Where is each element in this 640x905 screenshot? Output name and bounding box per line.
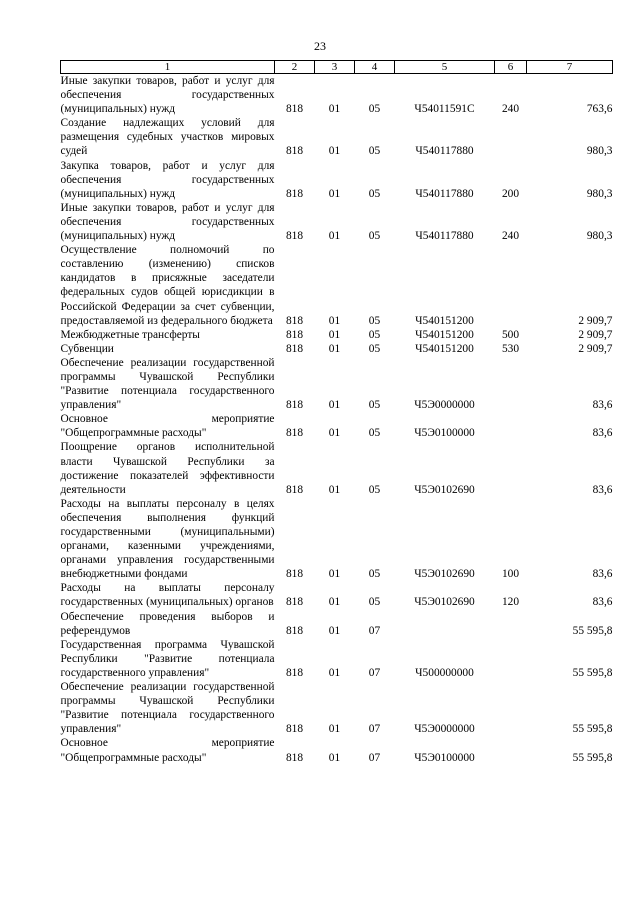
amount: 83,6 xyxy=(592,399,613,412)
subsection-code: 07 xyxy=(368,624,381,637)
row-name: Поощрение органов исполнительной власти Чувашской Республики за достижение показателей эффективности деятельности xyxy=(60,441,275,496)
row-name: Обеспечение проведения выборов и референдумов xyxy=(60,610,275,637)
target-article-code: Ч540151200 xyxy=(415,342,474,355)
amount: 980,3 xyxy=(586,187,613,200)
section-code: 01 xyxy=(328,145,341,158)
expense-type-code xyxy=(495,610,527,638)
target-article-code: Ч5Э0102690 xyxy=(414,568,475,581)
expense-type-code xyxy=(495,116,527,158)
section-code: 01 xyxy=(328,399,341,412)
admin-code: 818 xyxy=(285,483,304,496)
expense-type-code: 530 xyxy=(501,342,520,355)
section-code: 01 xyxy=(328,103,341,116)
table-row xyxy=(61,440,613,496)
admin-code: 818 xyxy=(285,666,304,679)
subsection-code: 07 xyxy=(368,751,381,764)
subsection-code: 05 xyxy=(368,399,381,412)
table-row xyxy=(61,328,613,342)
expense-type-code xyxy=(495,440,527,496)
expense-type-code: 100 xyxy=(501,568,520,581)
admin-code: 818 xyxy=(285,568,304,581)
row-name: Расходы на выплаты персоналу государственных (муниципальных) органов xyxy=(60,582,275,609)
target-article-code: Ч500000000 xyxy=(415,666,474,679)
subsection-code: 05 xyxy=(368,103,381,116)
table-row xyxy=(61,610,613,638)
table-row xyxy=(61,680,613,736)
subsection-code: 05 xyxy=(368,427,381,440)
section-code: 01 xyxy=(328,723,341,736)
target-article-code: Ч5Э0000000 xyxy=(414,723,475,736)
amount: 763,6 xyxy=(586,103,613,116)
section-code: 01 xyxy=(328,751,341,764)
column-header: 1 xyxy=(61,61,275,74)
section-code: 01 xyxy=(328,328,341,341)
amount: 55 595,8 xyxy=(572,751,613,764)
admin-code: 818 xyxy=(285,723,304,736)
column-header: 3 xyxy=(315,61,355,74)
table-row xyxy=(61,412,613,440)
table-row xyxy=(61,201,613,243)
subsection-code: 05 xyxy=(368,230,381,243)
subsection-code: 05 xyxy=(368,568,381,581)
section-code: 01 xyxy=(328,230,341,243)
table-row xyxy=(61,74,613,117)
expense-type-code xyxy=(495,412,527,440)
section-code: 01 xyxy=(328,483,341,496)
target-article-code: Ч540117880 xyxy=(415,230,474,243)
admin-code: 818 xyxy=(285,187,304,200)
expense-type-code xyxy=(495,356,527,412)
target-article-code xyxy=(395,610,495,638)
subsection-code: 05 xyxy=(368,187,381,200)
section-code: 01 xyxy=(328,624,341,637)
row-name: Иные закупки товаров, работ и услуг для обеспечения государственных (муниципальных) нужд xyxy=(60,75,275,116)
expense-type-code xyxy=(495,638,527,680)
page-number: 23 xyxy=(314,39,326,53)
column-header: 7 xyxy=(527,61,613,74)
admin-code: 818 xyxy=(285,596,304,609)
row-name: Обеспечение реализации государственной программы Чувашской Республики "Развитие потенциала государственного управления" xyxy=(60,681,275,736)
table-row xyxy=(61,736,613,764)
target-article-code: Ч5Э0000000 xyxy=(414,399,475,412)
row-name: Осуществление полномочий по составлению (изменению) списков кандидатов в присяжные заседатели федеральных судов общей юрисдикции в Российской Федерации за счет субвенции, предоставляемой из федерального бюджета xyxy=(60,244,275,327)
amount: 55 595,8 xyxy=(572,624,613,637)
target-article-code: Ч540117880 xyxy=(415,187,474,200)
amount: 980,3 xyxy=(586,145,613,158)
column-header: 6 xyxy=(495,61,527,74)
admin-code: 818 xyxy=(285,427,304,440)
admin-code: 818 xyxy=(285,624,304,637)
section-code: 01 xyxy=(328,666,341,679)
row-name: Субвенции xyxy=(60,342,114,355)
amount: 2 909,7 xyxy=(578,342,613,355)
section-code: 01 xyxy=(328,342,341,355)
target-article-code: Ч540117880 xyxy=(415,145,474,158)
target-article-code: Ч540151200 xyxy=(415,328,474,341)
amount: 55 595,8 xyxy=(572,666,613,679)
subsection-code: 05 xyxy=(368,483,381,496)
admin-code: 818 xyxy=(285,103,304,116)
table-row xyxy=(61,581,613,609)
amount: 83,6 xyxy=(592,427,613,440)
section-code: 01 xyxy=(328,314,341,327)
expense-type-code xyxy=(495,680,527,736)
row-name: Межбюджетные трансферты xyxy=(60,328,200,341)
expense-type-code: 500 xyxy=(501,328,520,341)
target-article-code: Ч5Э0102690 xyxy=(414,483,475,496)
row-name: Закупка товаров, работ и услуг для обеспечения государственных (муниципальных) нужд xyxy=(60,159,275,200)
target-article-code: Ч5Э0100000 xyxy=(414,751,475,764)
expense-type-code: 200 xyxy=(501,187,520,200)
subsection-code: 07 xyxy=(368,723,381,736)
row-name: Обеспечение реализации государственной программы Чувашской Республики "Развитие потенциала государственного управления" xyxy=(60,356,275,412)
column-header: 2 xyxy=(275,61,315,74)
table-row xyxy=(61,638,613,680)
subsection-code: 07 xyxy=(368,666,381,679)
table-row xyxy=(61,116,613,158)
admin-code: 818 xyxy=(285,145,304,158)
amount: 55 595,8 xyxy=(572,723,613,736)
admin-code: 818 xyxy=(285,399,304,412)
section-code: 01 xyxy=(328,596,341,609)
amount: 83,6 xyxy=(592,483,613,496)
row-name: Расходы на выплаты персоналу в целях обеспечения выполнения функций государственными (муниципальными) органами, казенными учреждениями, органами управления государственными внебюджетными фондами xyxy=(60,497,275,581)
row-name: Создание надлежащих условий для размещения судебных участков мировых судей xyxy=(60,117,275,158)
target-article-code: Ч540151200 xyxy=(415,314,474,327)
amount: 83,6 xyxy=(592,596,613,609)
admin-code: 818 xyxy=(285,342,304,355)
admin-code: 818 xyxy=(285,230,304,243)
section-code: 01 xyxy=(328,187,341,200)
amount: 980,3 xyxy=(586,230,613,243)
target-article-code: Ч5Э0102690 xyxy=(414,596,475,609)
amount: 2 909,7 xyxy=(578,328,613,341)
admin-code: 818 xyxy=(285,314,304,327)
column-header: 5 xyxy=(395,61,495,74)
row-name: Основное мероприятие "Общепрограммные расходы" xyxy=(60,737,275,764)
column-header: 4 xyxy=(355,61,395,74)
target-article-code: Ч54011591С xyxy=(414,103,475,116)
subsection-code: 05 xyxy=(368,145,381,158)
budget-table xyxy=(60,60,613,765)
subsection-code: 05 xyxy=(368,596,381,609)
expense-type-code xyxy=(495,736,527,764)
target-article-code: Ч5Э0100000 xyxy=(414,427,475,440)
table-row xyxy=(61,159,613,201)
row-name: Основное мероприятие "Общепрограммные расходы" xyxy=(60,413,275,440)
amount: 2 909,7 xyxy=(578,314,613,327)
subsection-code: 05 xyxy=(368,328,381,341)
expense-type-code: 120 xyxy=(501,596,520,609)
table-row xyxy=(61,342,613,356)
table-header-row xyxy=(61,61,613,74)
subsection-code: 05 xyxy=(368,342,381,355)
admin-code: 818 xyxy=(285,751,304,764)
table-row xyxy=(61,243,613,328)
expense-type-code: 240 xyxy=(501,103,520,116)
subsection-code: 05 xyxy=(368,314,381,327)
table-row xyxy=(61,356,613,412)
section-code: 01 xyxy=(328,568,341,581)
row-name: Государственная программа Чувашской Республики "Развитие потенциала государственного управления" xyxy=(60,638,275,679)
section-code: 01 xyxy=(328,427,341,440)
row-name: Иные закупки товаров, работ и услуг для обеспечения государственных (муниципальных) нужд xyxy=(60,201,275,243)
amount: 83,6 xyxy=(592,568,613,581)
admin-code: 818 xyxy=(285,328,304,341)
expense-type-code: 240 xyxy=(501,230,520,243)
expense-type-code xyxy=(495,243,527,328)
table-row xyxy=(61,497,613,582)
